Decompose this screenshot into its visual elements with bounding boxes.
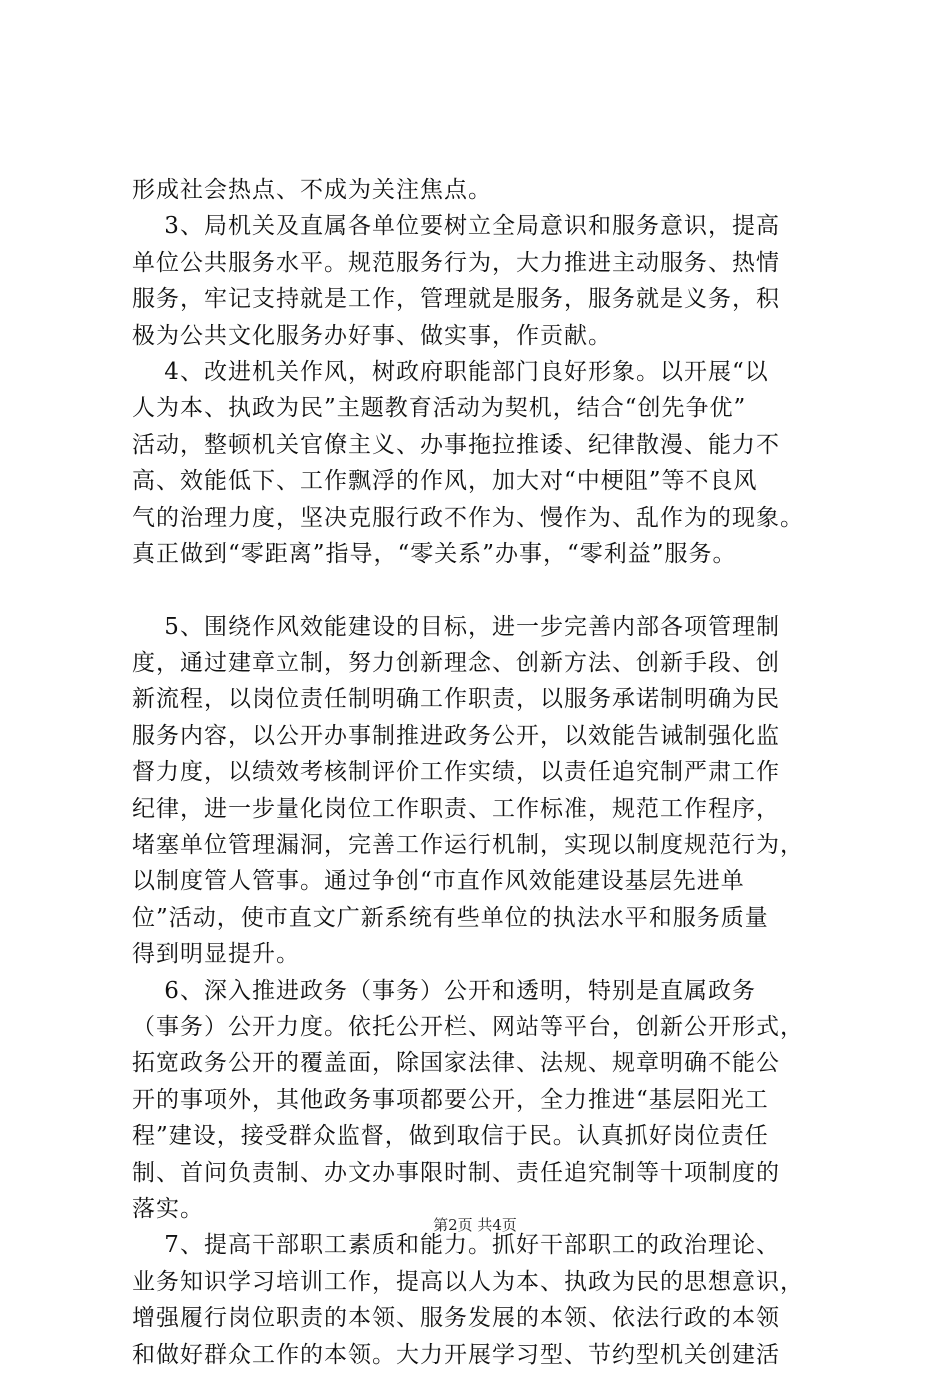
text-line: 形成社会热点、不成为关注焦点。 [132, 177, 492, 203]
text-line: 服务内容，以公开办事制推进政务公开，以效能告诫制强化监 [132, 722, 780, 749]
text-line: 活动，整顿机关官僚主义、办事拖拉推诿、纪律散漫、能力不 [132, 431, 780, 458]
text-line: 单位公共服务水平。规范服务行为，大力推进主动服务、热情 [132, 249, 780, 276]
text-line: 位”活动，使市直文广新系统有些单位的执法水平和服务质量 [132, 904, 769, 931]
text-line: 得到明显提升。 [132, 941, 300, 968]
text-line: 纪律，进一步量化岗位工作职责、工作标准，规范工作程序， [132, 795, 780, 822]
text-line: 度，通过建章立制，努力创新理念、创新方法、创新手段、创 [132, 650, 780, 677]
text-line: 5、围绕作风效能建设的目标，进一步完善内部各项管理制 [132, 613, 780, 640]
text-line: 4、改进机关作风，树政府职能部门良好形象。以开展“以 [132, 358, 769, 385]
text-line: 开的事项外，其他政务事项都要公开，全力推进“基层阳光工 [132, 1086, 769, 1113]
text-line: 堵塞单位管理漏洞，完善工作运行机制，实现以制度规范行为， [132, 832, 804, 859]
text-line: 3、局机关及直属各单位要树立全局意识和服务意识，提高 [132, 213, 780, 240]
text-line: 业务知识学习培训工作，提高以人为本、执政为民的思想意识， [132, 1268, 804, 1295]
text-line: （事务）公开力度。依托公开栏、网站等平台，创新公开形式， [132, 1013, 804, 1040]
text-line: 制、首问负责制、办文办事限时制、责任追究制等十项制度的 [132, 1159, 780, 1186]
text-line: 气的治理力度，坚决克服行政不作为、慢作为、乱作为的现象。 [132, 504, 804, 531]
text-line: 以制度管人管事。通过争创“市直作风效能建设基层先进单 [132, 868, 745, 895]
blank-line [132, 572, 832, 608]
text-line: 人为本、执政为民”主题教育活动为契机，结合“创先争优” [132, 395, 747, 422]
text-line: 落实。 [132, 1195, 204, 1222]
page-number-footer: 第2页 共4页 [433, 1216, 517, 1234]
text-line: 拓宽政务公开的覆盖面，除国家法律、法规、规章明确不能公 [132, 1050, 780, 1077]
text-line: 督力度，以绩效考核制评价工作实绩，以责任追究制严肃工作 [132, 759, 780, 786]
text-line: 高、效能低下、工作飘浮的作风，加大对“中梗阻”等不良风 [132, 468, 758, 495]
text-line: 服务，牢记支持就是工作，管理就是服务，服务就是义务，积 [132, 286, 780, 313]
text-line: 程”建设，接受群众监督，做到取信于民。认真抓好岗位责任 [132, 1123, 769, 1150]
text-line: 真正做到“零距离”指导，“零关系”办事，“零利益”服务。 [132, 540, 737, 567]
text-line: 和做好群众工作的本领。大力开展学习型、节约型机关创建活 [132, 1341, 780, 1368]
document-body [132, 172, 832, 1373]
text-line: 7、提高干部职工素质和能力。抓好干部职工的政治理论、 [132, 1232, 780, 1259]
text-line: 增强履行岗位职责的本领、服务发展的本领、依法行政的本领 [132, 1305, 780, 1332]
text-line: 6、深入推进政务（事务）公开和透明，特别是直属政务 [132, 977, 756, 1004]
text-line: 新流程，以岗位责任制明确工作职责，以服务承诺制明确为民 [132, 686, 780, 713]
text-line: 极为公共文化服务办好事、做实事，作贡献。 [132, 322, 612, 349]
